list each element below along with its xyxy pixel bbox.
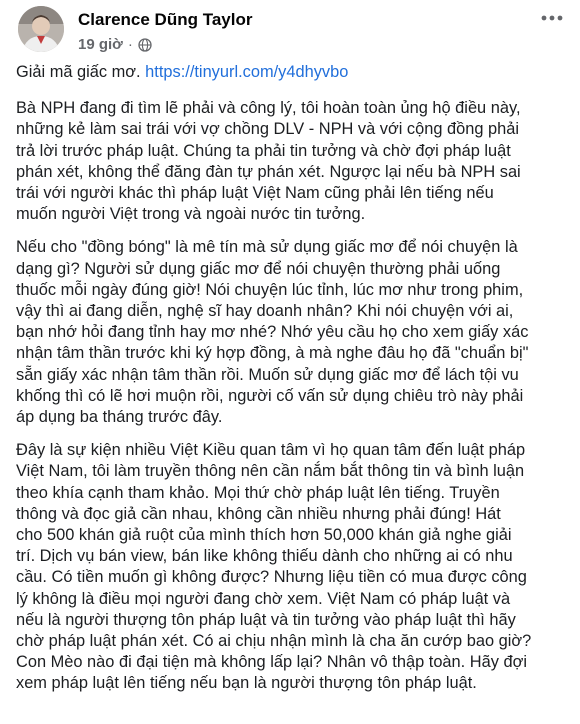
post-intro (16, 62, 568, 83)
paragraph-line: sẵn giấy xác nhận tâm thần rồi. Muốn sử dụng giấc mơ để lách tội vu (16, 365, 519, 384)
paragraph-line: bạn nhớ hỏi đang tỉnh hay mơ nhé? Nhớ yêu cầu họ cho xem giấy xác (16, 323, 529, 342)
paragraph-line: phán xét, không thể đăng đàn tự phán xét. Ngược lại nếu bà NPH sai (16, 162, 521, 181)
paragraph-line: những kẻ làm sai trái với vợ chồng DLV - NPH và với cộng đồng phải (16, 120, 519, 139)
paragraph-line: muốn người Việt trong và ngoài nước tin tưởng. (16, 205, 366, 224)
paragraph-line: Bà NPH đang đi tìm lẽ phải và công lý, tôi hoàn toàn ủng hộ điều này, (16, 99, 521, 118)
paragraph-line: cầu. Có tiền muốn gì không được? Nhưng liệu tiền có mua được công (16, 568, 527, 587)
post-body (16, 62, 568, 707)
paragraph-line: Con Mèo nào đi đại tiện mà không lấp lại? Nhân vô thập toàn. Hãy đợi (16, 653, 527, 672)
post-meta (78, 36, 152, 53)
post-paragraph-3 (16, 440, 568, 694)
meta-separator: · (127, 36, 133, 53)
paragraph-line: dạng gì? Người sử dụng giấc mơ để nói chuyện thường phải uống (16, 259, 501, 278)
post-timestamp[interactable]: 19 giờ (78, 36, 123, 53)
paragraph-line: lý không là điều mọi người đang chờ xem. Việt Nam có pháp luật và (16, 589, 511, 608)
author-name[interactable]: Clarence Dũng Taylor (78, 10, 253, 29)
paragraph-line: áp dụng ba tháng trước đây. (16, 408, 223, 427)
avatar[interactable] (18, 6, 64, 52)
paragraph-line: Việt Nam, tôi làm truyền thông nên cần nắm bắt thông tin và bình luận (16, 462, 525, 481)
post-paragraph-2 (16, 237, 568, 428)
paragraph-line: theo khía cạnh tham khảo. Mọi thứ chờ pháp luật lên tiếng. Truyền (16, 483, 500, 502)
paragraph-line: trí. Dịch vụ bán view, bán like không thiếu dành cho những ai có nhu (16, 547, 513, 566)
avatar-photo (18, 6, 64, 52)
paragraph-line: chờ pháp luật phán xét. Có ai chịu nhận mình là cha ăn cướp bao giờ? (16, 632, 532, 651)
intro-text: Giải mã giấc mơ. (16, 63, 141, 81)
paragraph-line: Đây là sự kiện nhiều Việt Kiều quan tâm vì họ quan tâm đến luật pháp (16, 441, 526, 460)
paragraph-line: trả lời trước pháp luật. Chúng ta phải tin tưởng và chờ đợi pháp luật (16, 141, 511, 160)
intro-link[interactable]: https://tinyurl.com/y4dhyvbo (145, 63, 349, 81)
paragraph-line: vậy thì ai đang diễn, nghệ sĩ hay doanh nhân? Khi nói chuyện với ai, (16, 302, 514, 321)
globe-icon[interactable] (138, 38, 152, 52)
post-paragraph-1 (16, 98, 568, 225)
paragraph-line: khống thì có lẽ hơi muộn rồi, người cố vấn sử dụng chiêu trò này phải (16, 386, 524, 405)
paragraph-line: nhận tâm thần trước khi ký hợp đồng, à mà nghe đâu họ đã "chuẩn bị" (16, 344, 529, 363)
paragraph-line: Nếu cho "đồng bóng" là mê tín mà sử dụng giấc mơ để nói chuyện là (16, 238, 518, 257)
paragraph-line: cho 500 khán giả ruột của mình thích hơn 50,000 khán giả nghe giải (16, 526, 512, 545)
paragraph-line: trái với người khác thì pháp luật Việt Nam cũng phải lên tiếng nếu (16, 184, 494, 203)
paragraph-line: xem pháp luật lên tiếng nếu bạn là người thượng tôn pháp luật. (16, 674, 477, 693)
paragraph-line: thuốc mỗi ngày đúng giờ! Nói chuyện lúc tỉnh, lúc mơ như trong phim, (16, 280, 524, 299)
paragraph-line: thông và đọc giả cần nhau, không cần nhiều nhưng phải đúng! Hát (16, 504, 501, 523)
more-options-icon[interactable] (538, 8, 566, 28)
paragraph-line: nếu là người thượng tôn pháp luật và tin tưởng vào pháp luật thì hãy (16, 610, 516, 629)
